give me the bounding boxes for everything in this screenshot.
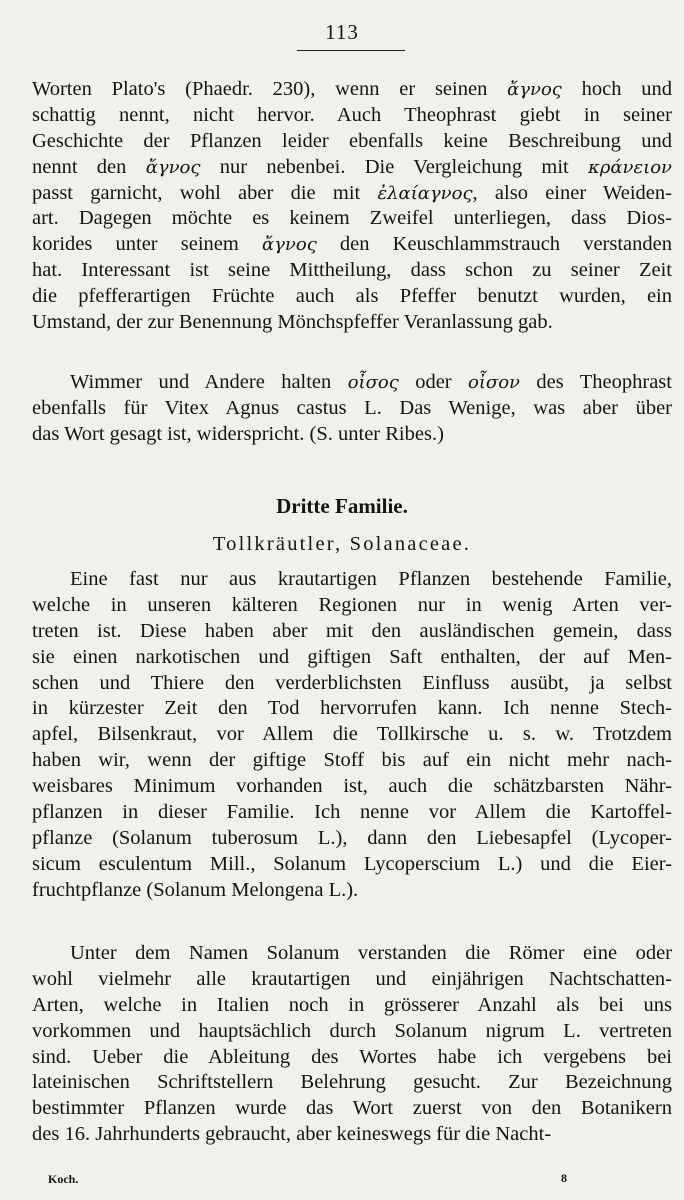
- text-fragment: art. Dagegen möchte es keinem Zweifel unterliegen, dass Dios-: [32, 207, 672, 230]
- text-line: [32, 941, 672, 967]
- text-fragment: vorkommen und hauptsächlich durch Solanum nigrum L. vertreten: [32, 1019, 672, 1042]
- text-fragment: Umstand, der zur Benennung Mönchspfeffer Veranlassung gab.: [32, 311, 553, 334]
- text-fragment: in kürzester Zeit den Tod hervorrufen kann. Ich nenne Stech-: [32, 697, 672, 720]
- chapter-subtitle: Tollkräutler, Solanaceae.: [212, 533, 472, 555]
- text-fragment: den Keuschlammstrauch verstanden: [316, 233, 672, 256]
- greek-word: ἄγνος: [145, 156, 201, 178]
- footer-signature-number: 8: [561, 1171, 567, 1185]
- text-line: [32, 310, 672, 336]
- text-line: [32, 77, 672, 103]
- text-line: [32, 129, 672, 155]
- text-line: [32, 396, 672, 422]
- text-fragment: korides unter seinem: [32, 233, 262, 256]
- text-fragment: apfel, Bilsenkraut, vor Allem die Tollkirsche u. s. w. Trotzdem: [32, 723, 672, 746]
- text-line: [32, 645, 672, 671]
- text-line: [32, 967, 672, 993]
- text-line: [32, 181, 672, 207]
- text-fragment: pflanze (Solanum tuberosum L.), dann den Liebesapfel (Lycoper-: [32, 826, 672, 849]
- text-line: [32, 1070, 672, 1096]
- text-line: [32, 206, 672, 232]
- paragraph-wimmer: [32, 370, 672, 448]
- text-fragment: pflanzen in dieser Familie. Ich nenne vor Allem die Kartoffel-: [32, 801, 672, 824]
- text-fragment: ebenfalls für Vitex Agnus castus L. Das Wenige, was aber über: [32, 396, 672, 419]
- text-line: [32, 593, 672, 619]
- text-line: [32, 1096, 672, 1122]
- text-line: [32, 852, 672, 878]
- text-fragment: passt garnicht, wohl aber die mit: [32, 181, 378, 204]
- text-fragment: Geschichte der Pflanzen leider ebenfalls keine Beschreibung und: [32, 129, 672, 152]
- text-fragment: haben wir, wenn der giftige Stoff bis auf ein nicht mehr nach-: [32, 749, 672, 772]
- text-fragment: treten ist. Diese haben aber mit den ausländischen gemein, dass: [32, 619, 672, 642]
- text-fragment: oder: [398, 371, 469, 393]
- text-fragment: hoch und: [561, 78, 672, 100]
- text-line: [32, 155, 672, 181]
- text-line: [32, 370, 672, 396]
- text-line: [32, 1045, 672, 1071]
- text-line: [32, 748, 672, 774]
- text-line: [32, 826, 672, 852]
- text-fragment: Eine fast nur aus krautartigen Pflanzen bestehende Familie,: [70, 568, 672, 590]
- text-fragment: schattig nennt, nicht hervor. Auch Theophrast giebt in seiner: [32, 103, 672, 126]
- text-fragment: wohl vielmehr alle krautartigen und einjährigen Nachtschatten-: [32, 967, 672, 990]
- text-fragment: sicum esculentum Mill., Solanum Lycoperscium L.) und die Eier-: [32, 852, 672, 875]
- text-fragment: Worten Plato's (Phaedr. 230), wenn er seinen: [32, 78, 508, 100]
- text-line: [32, 232, 672, 258]
- text-fragment: weisbares Minimum vorhanden ist, auch die schätzbarsten Nähr-: [32, 775, 672, 798]
- text-line: [32, 800, 672, 826]
- greek-word: ἐλαίαγνος: [377, 182, 473, 204]
- greek-word: ἄγνος: [507, 79, 562, 100]
- text-fragment: nennt den: [32, 155, 146, 178]
- greek-word: οἶσος: [347, 372, 399, 393]
- text-line: [32, 774, 672, 800]
- paragraph-plato-theophrast: [32, 77, 672, 336]
- text-fragment: des 16. Jahrhunderts gebraucht, aber keineswegs für die Nacht-: [32, 1123, 552, 1146]
- text-fragment: , also einer Weiden-: [472, 181, 672, 204]
- text-fragment: die pfefferartigen Früchte auch als Pfeffer benutzt wurden, ein: [32, 285, 672, 308]
- text-fragment: sind. Ueber die Ableitung des Wortes habe ich vergebens bei: [32, 1045, 672, 1068]
- text-fragment: das Wort gesagt ist, widerspricht. (S. unter Ribes.): [32, 422, 444, 445]
- page-number: 113: [325, 20, 359, 44]
- greek-word: ἄγνος: [262, 234, 317, 256]
- text-line: [32, 878, 672, 904]
- text-fragment: schen und Thiere den verderblichsten Einfluss ausübt, ja selbst: [32, 671, 672, 694]
- chapter-title: Dritte Familie.: [276, 494, 408, 518]
- text-line: [32, 993, 672, 1019]
- header-rule: [297, 50, 405, 51]
- text-fragment: nur nebenbei. Die Vergleichung mit: [200, 155, 589, 178]
- text-line: [32, 1019, 672, 1045]
- text-line: [32, 696, 672, 722]
- text-line: [32, 284, 672, 310]
- footer-signature-author: Koch.: [48, 1172, 79, 1186]
- text-fragment: Wimmer und Andere halten: [70, 371, 348, 393]
- text-fragment: sie einen narkotischen und giftigen Saft enthalten, der auf Men-: [32, 645, 672, 668]
- text-line: [32, 671, 672, 697]
- text-line: [32, 722, 672, 748]
- text-line: [32, 422, 672, 448]
- text-fragment: lateinischen Schriftstellern Belehrung gesucht. Zur Bezeichnung: [32, 1071, 672, 1094]
- text-fragment: des Theophrast: [520, 371, 672, 393]
- text-fragment: fruchtpflanze (Solanum Melongena L.).: [32, 878, 359, 901]
- paragraph-solanum-name: [32, 941, 672, 1148]
- text-fragment: hat. Interessant ist seine Mittheilung, dass schon zu seiner Zeit: [32, 259, 672, 282]
- greek-word: οἶσον: [468, 372, 520, 393]
- text-line: [32, 103, 672, 129]
- text-line: [32, 567, 672, 593]
- text-fragment: Arten, welche in Italien noch in grösserer Anzahl als bei uns: [32, 993, 672, 1016]
- text-line: [32, 619, 672, 645]
- text-line: [32, 258, 672, 284]
- text-fragment: Unter dem Namen Solanum verstanden die Römer eine oder: [70, 942, 672, 964]
- greek-word: κράνειον: [588, 156, 672, 178]
- text-fragment: bestimmter Pflanzen wurde das Wort zuerst von den Botanikern: [32, 1097, 672, 1120]
- text-line: [32, 1122, 672, 1148]
- paragraph-family-description: [32, 567, 672, 904]
- text-fragment: welche in unseren kälteren Regionen nur in wenig Arten ver-: [32, 593, 672, 616]
